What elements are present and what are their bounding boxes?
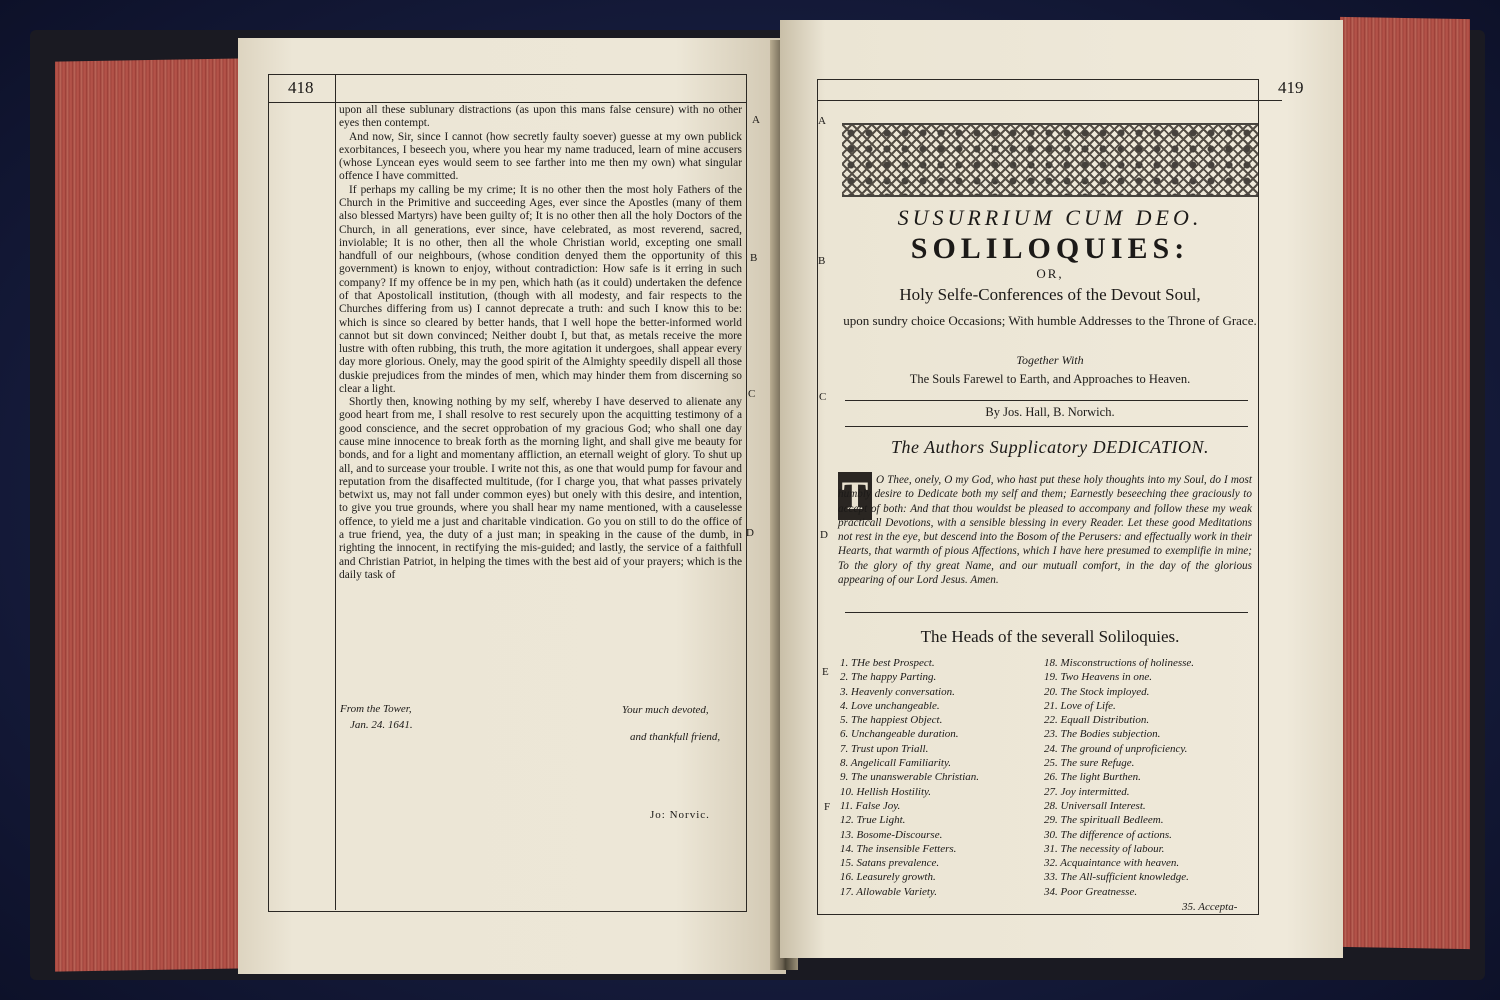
list-item: 24. The ground of unproficiency.	[1044, 742, 1188, 755]
list-item: 20. The Stock imployed.	[1044, 685, 1150, 698]
left-margin-letter-d: D	[746, 527, 754, 539]
together-with: Together With	[1016, 353, 1084, 367]
list-item: 15. Satans prevalence.	[840, 857, 940, 870]
heads-heading: The Heads of the severall Soliloquies.	[920, 627, 1180, 646]
list-item: 19. Two Heavens in one.	[1044, 671, 1152, 684]
right-page-number: 419	[1278, 78, 1304, 97]
title-latin: SUSURRIUM CUM DEO.	[897, 205, 1203, 230]
letter-place: From the Tower,	[340, 703, 412, 715]
right-margin-letter-f: F	[824, 801, 831, 813]
left-margin-letter-c: C	[748, 388, 756, 400]
list-item: 7. Trust upon Triall.	[840, 742, 929, 755]
left-header-rule	[268, 102, 747, 103]
dedication-heading: The Authors Supplicatory DEDICATION.	[891, 437, 1209, 457]
heads-list-right	[1044, 656, 1194, 899]
right-margin-letter-a: A	[818, 115, 826, 127]
right-margin-letter-d: D	[820, 529, 828, 541]
left-margin-letter-a: A	[752, 114, 760, 126]
list-item: 23. The Bodies subjection.	[1044, 728, 1161, 741]
list-item: 32. Acquaintance with heaven.	[1044, 857, 1180, 870]
list-item: 10. Hellish Hostility.	[840, 785, 932, 798]
left-margin-letter-b: B	[750, 252, 758, 264]
heads-list-left	[840, 656, 979, 899]
ornamental-headpiece	[842, 123, 1258, 197]
list-item: 14. The insensible Fetters.	[840, 842, 957, 855]
list-item: 33. The All-sufficient knowledge.	[1044, 871, 1189, 884]
list-item: 21. Love of Life.	[1044, 699, 1116, 712]
list-item: 12. True Light.	[840, 814, 906, 827]
list-item: 27. Joy intermitted.	[1044, 785, 1130, 798]
list-item: 4. Love unchangeable.	[840, 699, 940, 712]
left-page-number: 418	[288, 78, 314, 97]
author-divider-rule	[845, 426, 1248, 427]
title-divider-rule	[845, 400, 1248, 401]
list-item: 11. False Joy.	[840, 799, 901, 812]
letter-signature: Jo: Norvic.	[650, 809, 710, 821]
left-inner-margin-rule	[335, 74, 336, 910]
paragraph: And now, Sir, since I cannot (how secretly faulty soever) guesse at my own publick exorbitances, I beseech you, where you hear my name traduced, learn of mine accusers (whose Lyncean eyes would seem to see farther into me then my own) what singular offence I have committed.	[339, 130, 742, 183]
right-header-rule	[817, 100, 1282, 101]
subtitle-3: The Souls Farewel to Earth, and Approaches to Heaven.	[909, 372, 1191, 386]
list-item: 29. The spirituall Bedleem.	[1044, 814, 1164, 827]
valediction-line-1: Your much devoted,	[622, 704, 709, 716]
paragraph: upon all these sublunary distractions (as upon this mans false censure) with no other eyes then contempt.	[339, 104, 742, 130]
left-letter-body	[339, 104, 742, 582]
list-item: 1. THe best Prospect.	[840, 657, 935, 669]
list-item: 30. The difference of actions.	[1044, 828, 1172, 841]
list-item: 18. Misconstructions of holinesse.	[1044, 657, 1195, 669]
list-item: 16. Leasurely growth.	[840, 871, 936, 884]
valediction-line-2: and thankfull friend,	[630, 731, 721, 743]
list-item: 8. Angelicall Familiarity.	[840, 757, 952, 770]
list-item: 26. The light Burthen.	[1044, 771, 1141, 784]
subtitle-2: upon sundry choice Occasions; With humble Addresses to the Throne of Grace.	[843, 313, 1257, 328]
paragraph: If perhaps my calling be my crime; It is no other then the most holy Fathers of the Church in the Primitive and succeeding Ages, ever since the Apostles (many of them also blessed Martyrs) have been guilty of; It is no other then all the holy Doctors of the Church, in all generations, ever since, have celebrated, as most reverend, sacred, inviolable; It is no other, then all the whole Christian world, excepting one small handfull of our neighbours, (whose condition denyed them the opportunity of this government) is known to enjoy, without contradiction: How safe is it erring in such company? If my offence be in my pen, which hath (as it could) undertaken the defence of that Apostolicall institution, (though with all modesty, and fair respects to the Churches differing from us) I cannot deprecate a truth: and such I know this to be: which is since so cleared by better hands, that I well hope the better-informed world cannot but sit down convinced; Neither doubt I, but that, as metals receive the more lustre with often rubbing, this truth, the more agitation it undergoes, shall appear every day more glorious. Onely, may the good spirit of the Almighty speedily dispell all those duskie prejudices from the mindes of men, which may hinder them from discerning so clear a light.	[339, 183, 742, 395]
list-item: 25. The sure Refuge.	[1044, 757, 1135, 770]
title-main: SOLILOQUIES:	[910, 232, 1190, 265]
left-page-edges	[55, 58, 245, 971]
drop-cap: T	[838, 472, 872, 520]
list-item: 17. Allowable Variety.	[840, 885, 937, 898]
right-page-edges	[1340, 17, 1470, 949]
letter-date: Jan. 24. 1641.	[350, 719, 413, 731]
list-item: 9. The unanswerable Christian.	[840, 771, 980, 784]
list-item: 31. The necessity of labour.	[1044, 842, 1165, 855]
right-margin-letter-e: E	[822, 666, 829, 678]
author-line: By Jos. Hall, B. Norwich.	[985, 405, 1115, 419]
list-item: 5. The happiest Object.	[840, 714, 943, 727]
paragraph: Shortly then, knowing nothing by my self, whereby I have deserved to alienate any good heart from me, I shall resolve to rest securely upon the acquitting testimony of a good conscience, and the secret opprobation of my gracious God; who shall one day cause mine innocence to break forth as the morning light, and shall give me beauty for bonds, and for a light and momentany affliction, an eternall weight of glory. To shut up all, and to surcease your trouble. I write not this, as one that would pump for favour and reputation from the disaffected multitude, (for I charge you, that what passes privately betwixt us, may not fall under common eyes) but onely with this desire, and intention, to give you true grounds, where you shall hear my name mentioned, with a causelesse offence, to yield me a just and charitable vindication. Go you on still to do the office of a true friend, yea, the duty of a just man; in speaking in the cause of the dumb, in righting the innocent, in rectifying the mis-guided; and lastly, the service of a faithfull and Christian Patriot, in helping the times with the best aid of your prayers; which is the daily task of	[339, 396, 742, 581]
right-margin-letter-c: C	[819, 391, 827, 403]
right-outer-margin-rule	[1258, 79, 1259, 913]
list-item: 28. Universall Interest.	[1044, 799, 1146, 812]
subtitle-1: Holy Selfe-Conferences of the Devout Soul,	[899, 285, 1201, 304]
dedication-text: O Thee, onely, O my God, who hast put these holy thoughts into my Soul, do I most humbly desire to Dedicate both my self and them; Earnestly beseeching thee graciously to accept of both: And that thou wouldst be pleased to accompany and follow these my weak practicall Devotions, with a sensible blessing in every Reader. Let these good Meditations not rest in the eye, but descend into the Bosom of the Perusers: and effectually work in their Hearts, that warmth of pious Affections, which I have here presumed to exemplifie in mine; To the glory of thy great Name, and our mutuall comfort, in the day of the glorious appearing of our Lord Jesus. Amen.	[838, 474, 1252, 587]
list-item: 6. Unchangeable duration.	[840, 728, 959, 741]
dedication-divider-rule	[845, 612, 1248, 613]
title-or: OR,	[1036, 266, 1064, 281]
right-margin-letter-b: B	[818, 255, 826, 267]
list-item: 13. Bosome-Discourse.	[840, 828, 943, 841]
catchword: 35. Accepta-	[1182, 901, 1238, 913]
list-item: 34. Poor Greatnesse.	[1044, 885, 1138, 898]
list-item: 3. Heavenly conversation.	[840, 685, 955, 698]
list-item: 22. Equall Distribution.	[1044, 714, 1150, 727]
list-item: 2. The happy Parting.	[840, 671, 937, 684]
